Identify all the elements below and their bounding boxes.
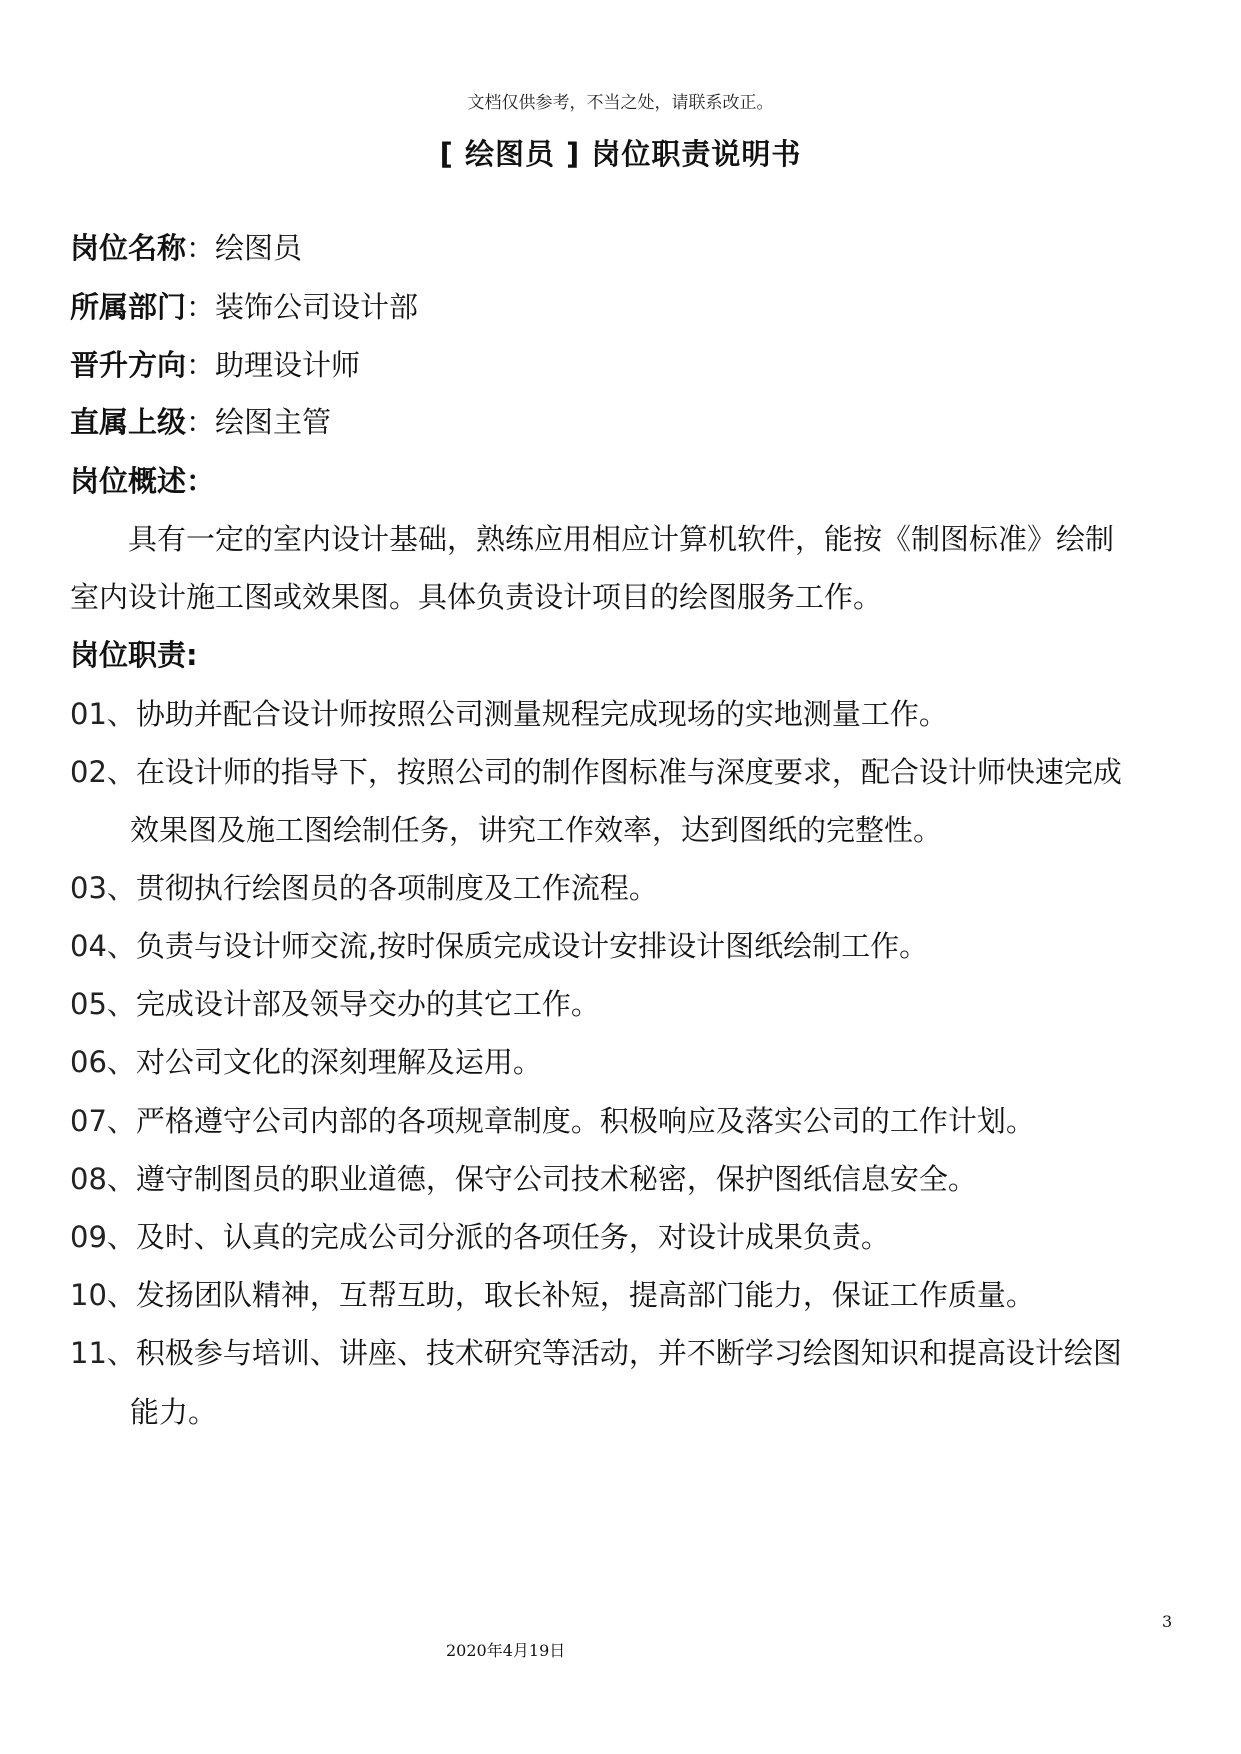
duty-number: 01、 [70, 697, 136, 731]
duty-item [70, 984, 600, 1024]
field-value: 装饰公司设计部 [215, 290, 419, 324]
field-separator: ： [186, 290, 216, 324]
field-label: 岗位名称 [70, 231, 187, 265]
duty-item [70, 694, 948, 734]
overview-line: 室内设计施工图或效果图。具体负责设计项目的绘图服务工作。 [70, 580, 883, 614]
duty-text: 遵守制图员的职业道德，保守公司技术秘密，保护图纸信息安全。 [135, 1162, 977, 1196]
duty-item [70, 926, 928, 966]
duty-item [70, 1042, 542, 1082]
duty-text: 贯彻执行绘图员的各项制度及工作流程。 [135, 871, 658, 905]
duty-item [70, 1333, 1122, 1373]
duty-number: 06、 [70, 1045, 136, 1079]
duty-text: 及时、认真的完成公司分派的各项任务，对设计成果负责。 [135, 1220, 890, 1254]
footer-date: 2020年4月19日 [446, 1641, 566, 1660]
overview-label: 岗位概述： [70, 464, 216, 498]
duty-number: 08、 [70, 1162, 136, 1196]
duty-continuation: 能力。 [130, 1395, 218, 1429]
duty-item [70, 1159, 977, 1199]
duties-label: 岗位职责: [70, 638, 198, 672]
field-label: 所属部门 [70, 290, 187, 324]
field-label: 直属上级 [70, 405, 187, 439]
field-label: 晋升方向 [70, 348, 187, 382]
duty-text: 发扬团队精神，互帮互助，取长补短，提高部门能力，保证工作质量。 [135, 1278, 1035, 1312]
duty-number: 03、 [70, 871, 136, 905]
duty-number: 05、 [70, 987, 136, 1021]
field-promotion [70, 345, 360, 385]
duty-text: 在设计师的指导下，按照公司的制作图标准与深度要求，配合设计师快速完成 [135, 755, 1122, 789]
duty-text: 完成设计部及领导交办的其它工作。 [135, 987, 600, 1021]
duty-number: 07、 [70, 1104, 136, 1138]
duty-number: 09、 [70, 1220, 136, 1254]
duty-continuation: 效果图及施工图绘制任务，讲究工作效率，达到图纸的完整性。 [130, 813, 943, 847]
duty-item [70, 1101, 1035, 1141]
duty-item [70, 1275, 1035, 1315]
duty-text: 严格遵守公司内部的各项规章制度。积极响应及落实公司的工作计划。 [135, 1104, 1035, 1138]
duty-number: 10、 [70, 1278, 136, 1312]
field-value: 绘图主管 [215, 405, 332, 439]
field-supervisor [70, 402, 331, 442]
document-title: [ 绘图员 ] 岗位职责说明书 [439, 137, 802, 171]
duty-text: 积极参与培训、讲座、技术研究等活动，并不断学习绘图知识和提高设计绘图 [135, 1336, 1122, 1370]
duty-item [70, 868, 658, 908]
page-number: 3 [1162, 1612, 1173, 1631]
duty-text: 对公司文化的深刻理解及运用。 [135, 1045, 542, 1079]
duty-text: 负责与设计师交流,按时保质完成设计安排设计图纸绘制工作。 [135, 929, 929, 963]
field-separator: ： [186, 348, 216, 382]
field-separator: ： [186, 231, 216, 265]
duty-item [70, 1217, 890, 1257]
field-department [70, 287, 418, 327]
field-value: 助理设计师 [215, 348, 361, 382]
duty-number: 04、 [70, 929, 136, 963]
overview-line: 具有一定的室内设计基础，熟练应用相应计算机软件，能按《制图标准》绘制 [128, 522, 1115, 556]
field-value: 绘图员 [215, 231, 303, 265]
duty-text: 协助并配合设计师按照公司测量规程完成现场的实地测量工作。 [135, 697, 948, 731]
field-position-name [70, 228, 302, 268]
header-note: 文档仅供参考，不当之处，请联系改正。 [467, 93, 774, 113]
field-separator: ： [186, 405, 216, 439]
duty-number: 11、 [70, 1336, 136, 1370]
duty-number: 02、 [70, 755, 136, 789]
duty-item [70, 752, 1122, 792]
